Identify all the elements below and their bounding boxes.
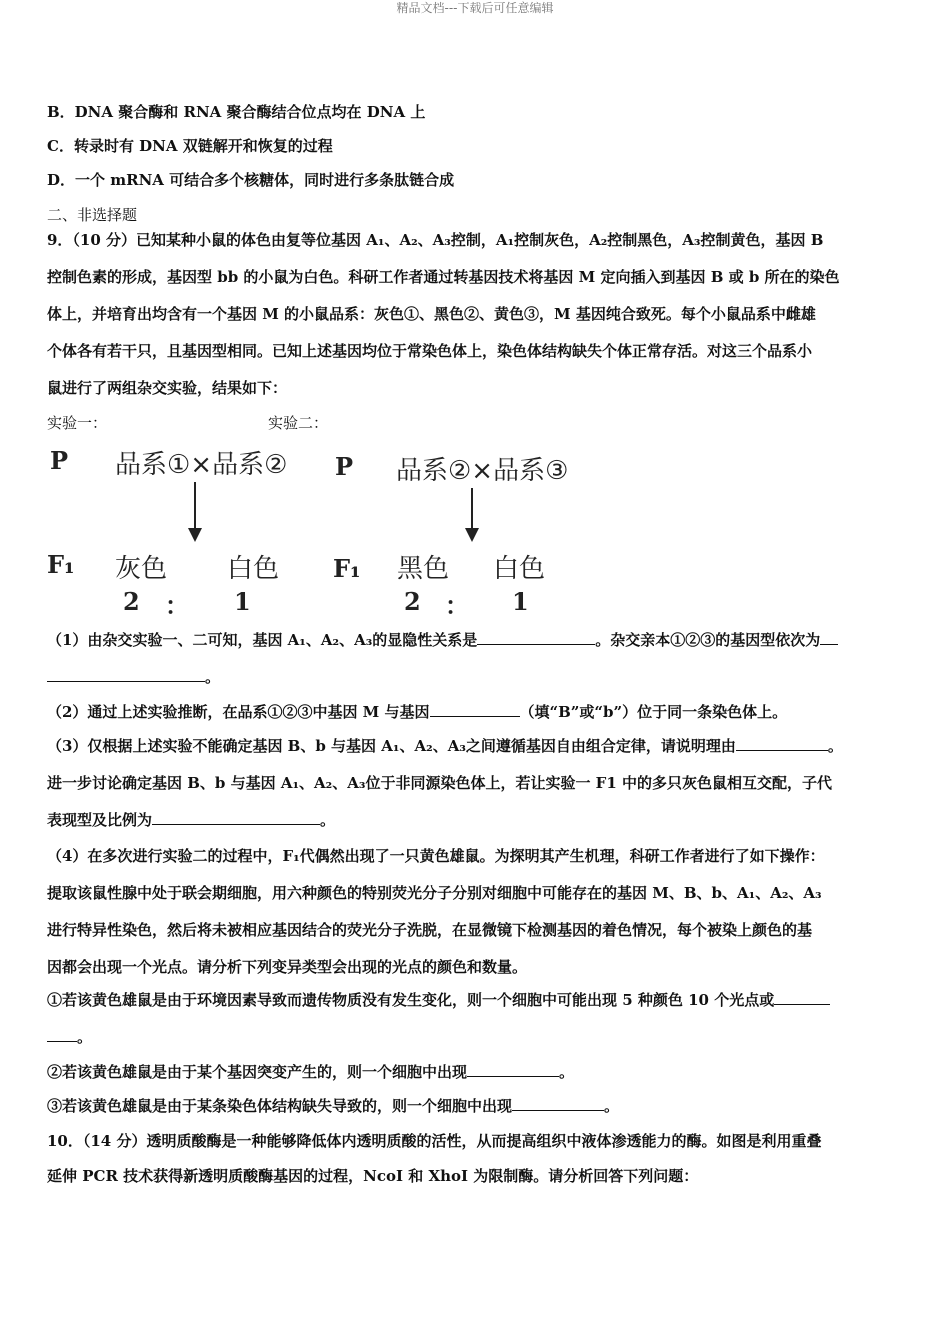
q9-part-2-text-b: （填“B”或“b”）位于同一条染色体上。 bbox=[519, 703, 788, 721]
case-2-text: ②若该黄色雄鼠是由于某个基因突变产生的，则一个细胞中出现 bbox=[47, 1063, 468, 1081]
case-3-end: 。 bbox=[604, 1097, 620, 1115]
exp1-arrow-head bbox=[188, 528, 202, 542]
case-2-end: 。 bbox=[559, 1063, 575, 1081]
answer-blank[interactable] bbox=[152, 810, 320, 825]
exp2-cross: 品系②×品系③ bbox=[396, 456, 569, 486]
q9-line-2: 控制色素的形成，基因型 bb 的小鼠为白色。科研工作者通过转基因技术将基因 M 定向插入到基因 B 或 b 所在的染色 bbox=[47, 268, 840, 286]
q9-line-5: 鼠进行了两组杂交实验，结果如下： bbox=[47, 379, 288, 397]
q9-line-1: 9．（10 分）已知某种小鼠的体色由复等位基因 A₁、A₂、A₃控制，A₁控制灰色，A₂控制黑色，A₃控制黄色，基因 B bbox=[47, 231, 824, 249]
q9-line-4: 个体各有若干只，且基因型相同。已知上述基因均位于常染色体上，染色体结构缺失个体正常存活。对这三个品系小 bbox=[47, 342, 813, 360]
exp1-offspring-b: 白色 bbox=[227, 554, 280, 584]
case-1-cont bbox=[47, 1027, 903, 1047]
exp2-arrow-shaft bbox=[471, 488, 473, 532]
exp1-ratio-1: 1 bbox=[234, 587, 251, 616]
q10-line-1: 10．（14 分）透明质酸酶是一种能够降低体内透明质酸的活性，从而提高组织中液体渗透能力的酶。如图是利用重叠 bbox=[47, 1132, 822, 1150]
q9-part-3-line-3 bbox=[47, 810, 903, 830]
exp2-ratio-colon: ： bbox=[445, 591, 469, 620]
q9-part-1-text-a: （1）由杂交实验一、二可知，基因 A₁、A₂、A₃的显隐性关系是 bbox=[47, 631, 478, 649]
q9-part-4-line-1: （4）在多次进行实验二的过程中，F₁代偶然出现了一只黄色雄鼠。为探明其产生机理，科研工作者进行了如下操作： bbox=[47, 847, 825, 865]
q9-part-3-text-b: 。 bbox=[827, 737, 843, 755]
answer-blank[interactable] bbox=[477, 630, 595, 645]
q9-part-3-line-2: 进一步讨论确定基因 B、b 与基因 A₁、A₂、A₃位于非同源染色体上，若让实验一 F1 中的多只灰色鼠相互交配，子代 bbox=[47, 774, 832, 792]
q9-part-1-text-c: 。 bbox=[205, 668, 221, 686]
q9-part-3-text-d: 表现型及比例为 bbox=[47, 811, 153, 829]
case-1 bbox=[47, 990, 903, 1010]
q9-part-4-line-4: 因都会出现一个光点。请分析下列变异类型会出现的光点的颜色和数量。 bbox=[47, 958, 528, 976]
q9-part-1-cont bbox=[47, 667, 903, 687]
experiment-2-label: 实验二： bbox=[268, 414, 329, 432]
q9-part-3-text-e: 。 bbox=[320, 811, 336, 829]
exp1-arrow-shaft bbox=[194, 482, 196, 532]
exp2-arrow-head bbox=[465, 528, 479, 542]
answer-blank[interactable] bbox=[47, 1027, 77, 1042]
q9-part-1 bbox=[47, 630, 903, 650]
q9-part-4-line-2: 提取该鼠性腺中处于联会期细胞，用六种颜色的特别荧光分子分别对细胞中可能存在的基因 M、B、b、A₁、A₂、A₃ bbox=[47, 884, 822, 902]
case-1-text: ①若该黄色雄鼠是由于环境因素导致而遗传物质没有发生变化，则一个细胞中可能出现 5 种颜色 10 个光点或 bbox=[47, 991, 775, 1009]
option-b: B．DNA 聚合酶和 RNA 聚合酶结合位点均在 DNA 上 bbox=[47, 103, 426, 121]
case-3-text: ③若该黄色雄鼠是由于某条染色体结构缺失导致的，则一个细胞中出现 bbox=[47, 1097, 513, 1115]
f1-label-2: F₁ bbox=[333, 554, 361, 583]
q9-part-2-text-a: （2）通过上述实验推断，在品系①②③中基因 M 与基因 bbox=[47, 703, 430, 721]
q9-part-1-text-b: 。杂交亲本①②③的基因型依次为 bbox=[595, 631, 821, 649]
exp2-offspring-a: 黑色 bbox=[397, 554, 450, 584]
answer-blank[interactable] bbox=[512, 1096, 604, 1111]
exp2-offspring-b: 白色 bbox=[493, 554, 546, 584]
answer-blank[interactable] bbox=[774, 990, 830, 1005]
q9-line-3: 体上，并培育出均含有一个基因 M 的小鼠品系：灰色①、黑色②、黄色③，M 基因纯合致死。每个小鼠品系中雌雄 bbox=[47, 305, 816, 323]
p-label-1: P bbox=[50, 446, 69, 475]
answer-blank[interactable] bbox=[736, 736, 828, 751]
case-3 bbox=[47, 1096, 903, 1116]
page-header: 精品文档---下载后可任意编辑 bbox=[396, 1, 554, 15]
case-1-end: 。 bbox=[77, 1028, 93, 1046]
q9-part-3-text-a: （3）仅根据上述实验不能确定基因 B、b 与基因 A₁、A₂、A₃之间遵循基因自由组合定律，请说明理由 bbox=[47, 737, 736, 755]
option-c: C．转录时有 DNA 双链解开和恢复的过程 bbox=[47, 137, 333, 155]
answer-blank[interactable] bbox=[430, 702, 520, 717]
q10-line-2: 延伸 PCR 技术获得新透明质酸酶基因的过程，NcoI 和 XhoI 为限制酶。请分析回答下列问题： bbox=[47, 1167, 699, 1185]
p-label-2: P bbox=[335, 452, 354, 481]
answer-blank[interactable] bbox=[47, 667, 205, 682]
q9-part-4-line-3: 进行特异性染色，然后将未被相应基因结合的荧光分子洗脱，在显微镜下检测基因的着色情况，每个被染上颜色的基 bbox=[47, 921, 813, 939]
f1-label-1: F₁ bbox=[47, 550, 75, 579]
exp1-ratio-colon: ： bbox=[165, 591, 189, 620]
exp2-ratio-2: 2 bbox=[404, 587, 421, 616]
exp1-cross: 品系①×品系② bbox=[115, 450, 288, 480]
q9-part-2 bbox=[47, 702, 903, 722]
case-2 bbox=[47, 1062, 903, 1082]
answer-blank[interactable] bbox=[467, 1062, 559, 1077]
exp2-ratio-1: 1 bbox=[512, 587, 529, 616]
option-d: D．一个 mRNA 可结合多个核糖体，同时进行多条肽链合成 bbox=[47, 171, 455, 189]
section-title: 二、非选择题 bbox=[47, 206, 138, 224]
q9-part-3 bbox=[47, 736, 903, 756]
exp1-offspring-a: 灰色 bbox=[115, 554, 168, 584]
exp1-ratio-2: 2 bbox=[123, 587, 140, 616]
answer-blank[interactable] bbox=[820, 630, 838, 645]
experiment-1-label: 实验一： bbox=[47, 414, 108, 432]
